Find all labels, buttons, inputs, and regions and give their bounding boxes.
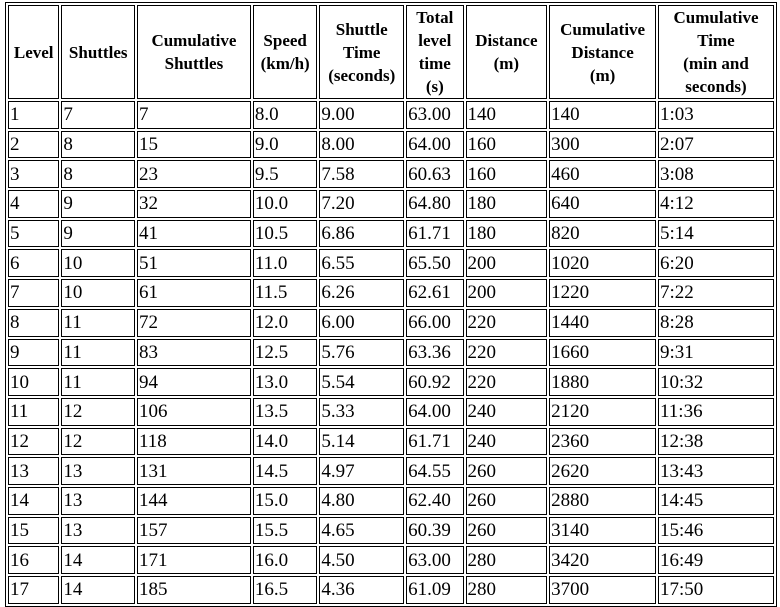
cell-speed: 13.5 bbox=[253, 398, 318, 426]
cell-shuttle-time: 4.80 bbox=[319, 487, 404, 515]
cell-cumulative-distance: 460 bbox=[549, 160, 656, 188]
cell-cumulative-distance: 300 bbox=[549, 131, 656, 159]
cell-shuttle-time: 8.00 bbox=[319, 131, 404, 159]
cell-speed: 10.0 bbox=[253, 190, 318, 218]
cell-cumulative-shuttles: 131 bbox=[137, 457, 251, 485]
cell-level: 8 bbox=[8, 309, 59, 337]
cell-total-level-time: 60.39 bbox=[406, 517, 463, 545]
cell-cumulative-shuttles: 23 bbox=[137, 160, 251, 188]
cell-shuttles: 10 bbox=[61, 279, 135, 307]
cell-shuttle-time: 9.00 bbox=[319, 101, 404, 129]
cell-shuttles: 12 bbox=[61, 428, 135, 456]
header-distance bbox=[466, 5, 548, 99]
table-row bbox=[8, 517, 774, 545]
cell-level: 7 bbox=[8, 279, 59, 307]
header-label: Cumulative bbox=[560, 19, 646, 39]
header-label: Shuttles bbox=[68, 42, 128, 62]
cell-cumulative-shuttles: 41 bbox=[137, 220, 251, 248]
header-label: Cumulative bbox=[673, 8, 759, 27]
cell-cumulative-distance: 2880 bbox=[549, 487, 656, 515]
cell-level: 9 bbox=[8, 339, 59, 367]
cell-cumulative-time: 9:31 bbox=[658, 339, 774, 367]
table-row bbox=[8, 428, 774, 456]
cell-shuttles: 12 bbox=[61, 398, 135, 426]
cell-level: 11 bbox=[8, 398, 59, 426]
header-label: (s) bbox=[425, 77, 444, 96]
cell-total-level-time: 63.00 bbox=[406, 101, 463, 129]
cell-total-level-time: 60.63 bbox=[406, 160, 463, 188]
cell-shuttles: 11 bbox=[61, 368, 135, 396]
cell-level: 16 bbox=[8, 546, 59, 574]
header-label: Level bbox=[13, 42, 54, 62]
cell-total-level-time: 64.00 bbox=[406, 398, 463, 426]
cell-shuttles: 9 bbox=[61, 220, 135, 248]
header-label: Total bbox=[416, 8, 454, 27]
cell-cumulative-distance: 1880 bbox=[549, 368, 656, 396]
cell-speed: 15.5 bbox=[253, 517, 318, 545]
cell-level: 15 bbox=[8, 517, 59, 545]
cell-distance: 240 bbox=[466, 398, 548, 426]
header-label: (km/h) bbox=[260, 54, 310, 73]
header-label: Speed bbox=[263, 31, 307, 50]
cell-distance: 180 bbox=[466, 190, 548, 218]
cell-speed: 14.0 bbox=[253, 428, 318, 456]
cell-shuttle-time: 4.97 bbox=[319, 457, 404, 485]
header-label: Time bbox=[343, 42, 381, 62]
cell-cumulative-distance: 640 bbox=[549, 190, 656, 218]
cell-cumulative-time: 5:14 bbox=[658, 220, 774, 248]
cell-distance: 220 bbox=[466, 339, 548, 367]
header-cumulative-shuttles bbox=[137, 5, 251, 99]
table-row bbox=[8, 457, 774, 485]
cell-shuttles: 13 bbox=[61, 487, 135, 515]
header-label: Shuttles bbox=[164, 54, 224, 73]
cell-cumulative-time: 15:46 bbox=[658, 517, 774, 545]
cell-total-level-time: 61.71 bbox=[406, 428, 463, 456]
cell-shuttles: 10 bbox=[61, 249, 135, 277]
cell-speed: 12.5 bbox=[253, 339, 318, 367]
cell-shuttles: 14 bbox=[61, 546, 135, 574]
cell-total-level-time: 61.09 bbox=[406, 576, 463, 604]
cell-cumulative-shuttles: 32 bbox=[137, 190, 251, 218]
cell-distance: 260 bbox=[466, 517, 548, 545]
header-label: seconds) bbox=[685, 77, 747, 96]
table-row bbox=[8, 546, 774, 574]
cell-shuttles: 7 bbox=[61, 101, 135, 129]
cell-total-level-time: 64.80 bbox=[406, 190, 463, 218]
cell-level: 5 bbox=[8, 220, 59, 248]
header-cumulative-distance bbox=[549, 5, 656, 99]
cell-cumulative-time: 4:12 bbox=[658, 190, 774, 218]
cell-level: 1 bbox=[8, 101, 59, 129]
cell-cumulative-time: 14:45 bbox=[658, 487, 774, 515]
header-label: (m) bbox=[493, 54, 520, 73]
header-label: Cumulative bbox=[151, 31, 237, 50]
cell-cumulative-distance: 3420 bbox=[549, 546, 656, 574]
header-level bbox=[8, 5, 59, 99]
cell-distance: 140 bbox=[466, 101, 548, 129]
cell-shuttles: 9 bbox=[61, 190, 135, 218]
cell-distance: 220 bbox=[466, 309, 548, 337]
cell-cumulative-shuttles: 118 bbox=[137, 428, 251, 456]
cell-shuttle-time: 5.76 bbox=[319, 339, 404, 367]
cell-distance: 160 bbox=[466, 131, 548, 159]
cell-shuttles: 8 bbox=[61, 160, 135, 188]
cell-speed: 9.0 bbox=[253, 131, 318, 159]
cell-total-level-time: 64.55 bbox=[406, 457, 463, 485]
cell-cumulative-distance: 1020 bbox=[549, 249, 656, 277]
cell-speed: 11.5 bbox=[253, 279, 318, 307]
cell-level: 13 bbox=[8, 457, 59, 485]
header-label: Distance bbox=[475, 31, 538, 50]
cell-cumulative-time: 13:43 bbox=[658, 457, 774, 485]
cell-cumulative-distance: 2360 bbox=[549, 428, 656, 456]
cell-total-level-time: 63.36 bbox=[406, 339, 463, 367]
table-row bbox=[8, 576, 774, 604]
cell-cumulative-time: 11:36 bbox=[658, 398, 774, 426]
header-label: Distance bbox=[571, 42, 634, 62]
cell-total-level-time: 62.61 bbox=[406, 279, 463, 307]
cell-speed: 8.0 bbox=[253, 101, 318, 129]
cell-cumulative-time: 10:32 bbox=[658, 368, 774, 396]
cell-cumulative-time: 3:08 bbox=[658, 160, 774, 188]
beep-test-levels-table bbox=[5, 2, 777, 607]
table-header bbox=[8, 5, 774, 99]
table-body bbox=[8, 101, 774, 604]
cell-speed: 12.0 bbox=[253, 309, 318, 337]
header-label: (seconds) bbox=[328, 65, 396, 85]
cell-shuttle-time: 6.86 bbox=[319, 220, 404, 248]
cell-distance: 200 bbox=[466, 249, 548, 277]
header-speed bbox=[253, 5, 318, 99]
cell-total-level-time: 61.71 bbox=[406, 220, 463, 248]
cell-cumulative-time: 8:28 bbox=[658, 309, 774, 337]
cell-distance: 260 bbox=[466, 457, 548, 485]
cell-total-level-time: 63.00 bbox=[406, 546, 463, 574]
cell-distance: 240 bbox=[466, 428, 548, 456]
cell-distance: 280 bbox=[466, 546, 548, 574]
header-label: Shuttle bbox=[335, 19, 388, 39]
cell-shuttles: 13 bbox=[61, 517, 135, 545]
cell-shuttle-time: 4.36 bbox=[319, 576, 404, 604]
cell-shuttle-time: 4.65 bbox=[319, 517, 404, 545]
header-cumulative-time bbox=[658, 5, 774, 99]
cell-distance: 220 bbox=[466, 368, 548, 396]
cell-cumulative-time: 12:38 bbox=[658, 428, 774, 456]
cell-cumulative-shuttles: 15 bbox=[137, 131, 251, 159]
cell-cumulative-distance: 2120 bbox=[549, 398, 656, 426]
cell-shuttle-time: 6.55 bbox=[319, 249, 404, 277]
header-row bbox=[8, 5, 774, 99]
header-shuttle-time bbox=[319, 5, 404, 99]
cell-cumulative-shuttles: 51 bbox=[137, 249, 251, 277]
cell-cumulative-distance: 1220 bbox=[549, 279, 656, 307]
cell-cumulative-time: 16:49 bbox=[658, 546, 774, 574]
header-label: (min and bbox=[683, 54, 749, 73]
cell-distance: 160 bbox=[466, 160, 548, 188]
cell-cumulative-distance: 140 bbox=[549, 101, 656, 129]
cell-speed: 16.0 bbox=[253, 546, 318, 574]
table-row bbox=[8, 487, 774, 515]
cell-cumulative-shuttles: 7 bbox=[137, 101, 251, 129]
cell-cumulative-shuttles: 61 bbox=[137, 279, 251, 307]
cell-cumulative-distance: 1660 bbox=[549, 339, 656, 367]
table-row bbox=[8, 309, 774, 337]
cell-shuttles: 13 bbox=[61, 457, 135, 485]
table-row bbox=[8, 131, 774, 159]
cell-shuttle-time: 7.20 bbox=[319, 190, 404, 218]
cell-cumulative-shuttles: 144 bbox=[137, 487, 251, 515]
cell-speed: 15.0 bbox=[253, 487, 318, 515]
cell-shuttle-time: 7.58 bbox=[319, 160, 404, 188]
table-row bbox=[8, 398, 774, 426]
cell-speed: 13.0 bbox=[253, 368, 318, 396]
cell-cumulative-time: 1:03 bbox=[658, 101, 774, 129]
table-container bbox=[5, 2, 777, 607]
cell-cumulative-shuttles: 94 bbox=[137, 368, 251, 396]
cell-shuttle-time: 6.26 bbox=[319, 279, 404, 307]
cell-shuttle-time: 6.00 bbox=[319, 309, 404, 337]
header-label: Time bbox=[697, 31, 735, 50]
cell-cumulative-time: 6:20 bbox=[658, 249, 774, 277]
cell-speed: 14.5 bbox=[253, 457, 318, 485]
cell-level: 12 bbox=[8, 428, 59, 456]
cell-level: 4 bbox=[8, 190, 59, 218]
cell-cumulative-distance: 3140 bbox=[549, 517, 656, 545]
cell-shuttle-time: 4.50 bbox=[319, 546, 404, 574]
table-row bbox=[8, 101, 774, 129]
cell-shuttles: 11 bbox=[61, 309, 135, 337]
cell-shuttle-time: 5.14 bbox=[319, 428, 404, 456]
cell-level: 17 bbox=[8, 576, 59, 604]
cell-cumulative-shuttles: 185 bbox=[137, 576, 251, 604]
cell-shuttle-time: 5.54 bbox=[319, 368, 404, 396]
cell-shuttles: 8 bbox=[61, 131, 135, 159]
table-row bbox=[8, 339, 774, 367]
cell-shuttle-time: 5.33 bbox=[319, 398, 404, 426]
header-label: time bbox=[418, 54, 451, 73]
cell-cumulative-time: 7:22 bbox=[658, 279, 774, 307]
cell-total-level-time: 62.40 bbox=[406, 487, 463, 515]
cell-cumulative-shuttles: 171 bbox=[137, 546, 251, 574]
cell-level: 3 bbox=[8, 160, 59, 188]
cell-speed: 9.5 bbox=[253, 160, 318, 188]
cell-cumulative-time: 17:50 bbox=[658, 576, 774, 604]
cell-cumulative-time: 2:07 bbox=[658, 131, 774, 159]
cell-level: 10 bbox=[8, 368, 59, 396]
cell-distance: 280 bbox=[466, 576, 548, 604]
cell-cumulative-shuttles: 157 bbox=[137, 517, 251, 545]
cell-level: 2 bbox=[8, 131, 59, 159]
cell-shuttles: 14 bbox=[61, 576, 135, 604]
header-label: level bbox=[418, 31, 452, 50]
cell-speed: 10.5 bbox=[253, 220, 318, 248]
cell-total-level-time: 66.00 bbox=[406, 309, 463, 337]
table-row bbox=[8, 249, 774, 277]
cell-level: 14 bbox=[8, 487, 59, 515]
table-row bbox=[8, 279, 774, 307]
cell-shuttles: 11 bbox=[61, 339, 135, 367]
cell-cumulative-distance: 1440 bbox=[549, 309, 656, 337]
table-row bbox=[8, 368, 774, 396]
cell-total-level-time: 60.92 bbox=[406, 368, 463, 396]
cell-cumulative-distance: 820 bbox=[549, 220, 656, 248]
cell-cumulative-distance: 2620 bbox=[549, 457, 656, 485]
cell-cumulative-shuttles: 83 bbox=[137, 339, 251, 367]
cell-cumulative-shuttles: 72 bbox=[137, 309, 251, 337]
header-shuttles bbox=[61, 5, 135, 99]
table-row bbox=[8, 220, 774, 248]
cell-distance: 200 bbox=[466, 279, 548, 307]
cell-level: 6 bbox=[8, 249, 59, 277]
table-row bbox=[8, 190, 774, 218]
header-total-level-time bbox=[406, 5, 463, 99]
cell-total-level-time: 65.50 bbox=[406, 249, 463, 277]
cell-cumulative-shuttles: 106 bbox=[137, 398, 251, 426]
cell-distance: 180 bbox=[466, 220, 548, 248]
cell-total-level-time: 64.00 bbox=[406, 131, 463, 159]
cell-distance: 260 bbox=[466, 487, 548, 515]
cell-cumulative-distance: 3700 bbox=[549, 576, 656, 604]
cell-speed: 11.0 bbox=[253, 249, 318, 277]
table-row bbox=[8, 160, 774, 188]
cell-speed: 16.5 bbox=[253, 576, 318, 604]
header-label: (m) bbox=[589, 65, 616, 85]
